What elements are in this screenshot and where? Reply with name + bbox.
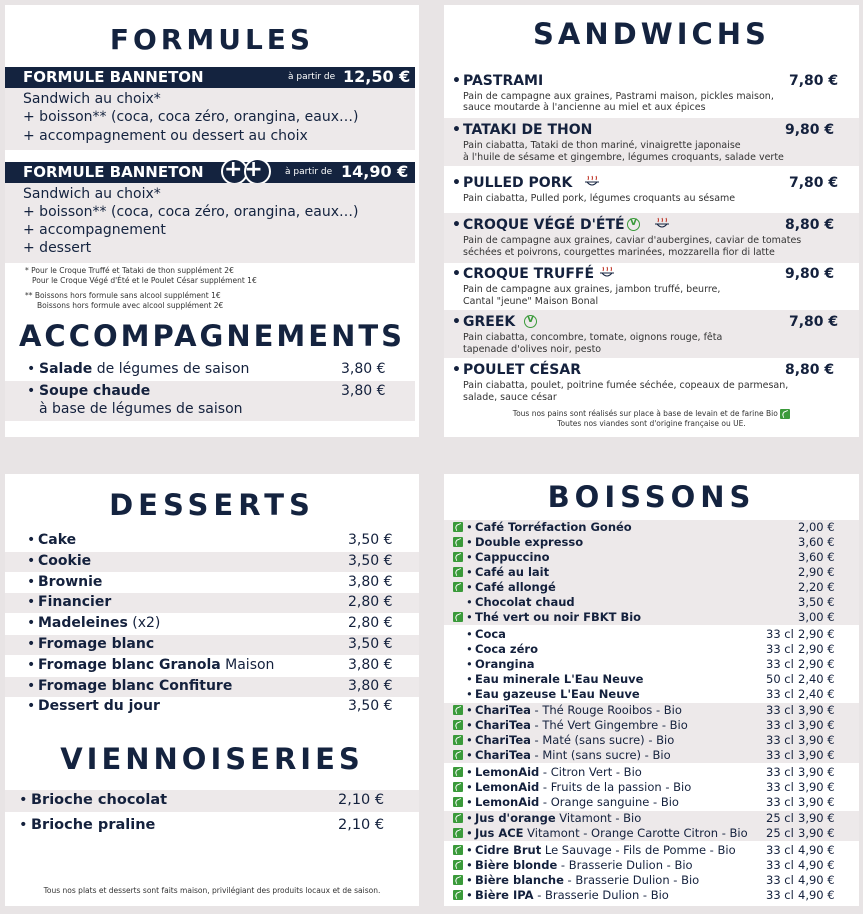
boisson-row: • ChariTea - Mint (sans sucre) - Bio 33 cl 3,90 € xyxy=(444,748,859,763)
boisson-price: 2,40 € xyxy=(798,686,835,701)
boisson-desc: - Citron Vert - Bio xyxy=(539,764,642,779)
boisson-price: 2,90 € xyxy=(798,565,835,579)
boisson-size: 25 cl xyxy=(766,826,794,840)
boisson-desc: - Brasserie Dulion - Bio xyxy=(557,857,693,872)
sandwich-name: PASTRAMI xyxy=(463,73,544,89)
accompagnement-row: • Soupe chaude à base de légumes de saison 3,80 € xyxy=(5,381,415,421)
boisson-row: • Jus ACE Vitamont - Orange Carotte Citron - Bio 25 cl 3,90 € xyxy=(444,826,859,841)
boisson-price: 4,90 € xyxy=(798,887,835,902)
formule-1-price: 12,50 € xyxy=(343,67,411,86)
sandwich-desc: à l'huile de sésame et gingembre, légumes croquants, salade verte xyxy=(463,152,784,163)
boisson-name: Cappuccino xyxy=(475,550,550,564)
formule-2-header xyxy=(5,157,415,183)
formule-1-line: Sandwich au choix* xyxy=(23,91,161,107)
boisson-price: 3,90 € xyxy=(798,718,835,732)
boisson-row: • Café allongé 2,20 € xyxy=(444,580,859,595)
sandwich-item: • GREEK V 7,80 € Pain ciabatta, concombre, tomate, oignons rouge, fêta tapenade d'olives noir, pesto xyxy=(444,310,859,358)
accompagnement-row: • Salade de légumes de saison 3,80 € xyxy=(27,361,386,377)
bio-icon xyxy=(453,720,463,730)
dessert-price: 3,80 € xyxy=(348,677,393,694)
hot-icon xyxy=(653,217,671,229)
boisson-size: 33 cl xyxy=(766,764,794,779)
boisson-size: 33 cl xyxy=(766,794,794,809)
boisson-name: Coca zéro xyxy=(475,641,538,656)
boisson-row: • ChariTea - Maté (sans sucre) - Bio 33 cl 3,90 € xyxy=(444,733,859,748)
boisson-name: ChariTea xyxy=(475,703,531,717)
boisson-row: • Orangina 33 cl 2,90 € xyxy=(444,657,859,672)
accompagnements-title: ACCOMPAGNEMENTS xyxy=(18,319,406,353)
vegetarian-icon xyxy=(524,315,537,328)
sandwich-desc: Pain de campagne aux graines, caviar d'aubergines, caviar de tomates xyxy=(463,235,802,246)
boisson-name: Jus ACE xyxy=(475,826,524,840)
boisson-desc: Vitamont - Bio xyxy=(555,811,642,825)
dessert-name: Brownie xyxy=(38,573,103,590)
sandwich-name: TATAKI DE THON xyxy=(463,122,593,138)
boisson-desc: - Brasserie Dulion - Bio xyxy=(533,887,669,902)
boisson-size: 33 cl xyxy=(766,686,794,701)
sandwich-name: CROQUE VÉGÉ D'ÉTÉ xyxy=(463,217,625,233)
boisson-row: • Bière blonde - Brasserie Dulion - Bio 33 cl 4,90 € xyxy=(444,858,859,873)
sandwich-price: 7,80 € xyxy=(789,73,839,89)
sandwich-item: • PULLED PORK 7,80 € Pain ciabatta, Pulled pork, légumes croquants au sésame xyxy=(452,175,839,204)
sandwich-desc: Pain ciabatta, concombre, tomate, oignons rouge, fêta xyxy=(463,332,723,343)
boisson-name: Café au lait xyxy=(475,565,550,579)
sandwichs-footer: Tous nos pains sont réalisés sur place à base de levain et de farine Bio xyxy=(444,409,859,419)
sandwich-item: • CROQUE TRUFFÉ 9,80 € Pain de campagne aux graines, jambon truffé, beurre, Cantal "jeune" Maison Bonal xyxy=(452,266,835,307)
accompagnement-price: 3,80 € xyxy=(341,383,386,399)
boisson-name: LemonAid xyxy=(475,764,540,779)
boisson-row: • LemonAid - Orange sanguine - Bio 33 cl 3,90 € xyxy=(444,795,859,810)
sandwich-desc: tapenade d'olives noir, pesto xyxy=(463,344,602,355)
sandwich-item: • TATAKI DE THON 9,80 € Pain ciabatta, Tataki de thon mariné, vinaigrette japonaise à l'huile de sésame et gingembre, légumes croquants, salade verte xyxy=(444,118,859,166)
bio-icon xyxy=(453,797,463,807)
boisson-row: • Café au lait 2,90 € xyxy=(444,565,859,580)
boisson-row: • Chocolat chaud 3,50 € xyxy=(444,595,859,610)
dessert-row: • Fromage blanc Granola Maison 3,80 € xyxy=(27,656,393,673)
dessert-price: 2,80 € xyxy=(348,615,393,632)
viennoiserie-name: Brioche chocolat xyxy=(31,792,168,808)
formule-2-price: 14,90 € xyxy=(341,162,409,181)
dessert-row: • Madeleines (x2) 2,80 € xyxy=(27,615,393,632)
bio-icon xyxy=(453,537,463,547)
dessert-row: • Fromage blanc 3,50 € xyxy=(5,635,419,655)
boisson-name: Café Torréfaction Gonéo xyxy=(475,520,632,534)
dessert-price: 3,80 € xyxy=(348,656,393,673)
sandwich-price: 9,80 € xyxy=(785,266,835,282)
formule-note: Pour le Croque Végé d'Été et le Poulet César supplément 1€ xyxy=(32,276,257,285)
sandwich-desc: séchées et poivrons, courgettes marinées, mozzarella fior di latte xyxy=(463,247,775,258)
desserts-panel xyxy=(5,474,419,906)
boisson-size: 33 cl xyxy=(766,887,794,902)
boisson-price: 3,90 € xyxy=(798,826,835,840)
boisson-name: Orangina xyxy=(475,656,535,671)
boisson-size: 50 cl xyxy=(766,671,794,686)
sandwich-desc: Pain ciabatta, poulet, poitrine fumée séchée, copeaux de parmesan, xyxy=(463,380,789,391)
boisson-row: • Café Torréfaction Gonéo 2,00 € xyxy=(444,520,859,535)
boisson-size: 33 cl xyxy=(766,718,794,732)
viennoiserie-price: 2,10 € xyxy=(338,792,385,808)
dessert-name: Cake xyxy=(38,532,77,548)
boisson-price: 3,90 € xyxy=(798,779,835,794)
sandwich-desc: Pain de campagne aux graines, jambon truffé, beurre, xyxy=(463,284,721,295)
dessert-price: 2,80 € xyxy=(348,594,393,611)
boisson-size: 33 cl xyxy=(766,656,794,671)
dessert-name: Fromage blanc Confiture xyxy=(38,677,233,694)
formule-2-line: Sandwich au choix* xyxy=(23,186,161,202)
boisson-name: Cidre Brut xyxy=(475,842,542,857)
boisson-desc: - Fruits de la passion - Bio xyxy=(539,779,692,794)
formule-1-from: à partir de xyxy=(288,72,336,82)
boisson-price: 4,90 € xyxy=(798,842,835,857)
boisson-desc: Vitamont - Orange Carotte Citron - Bio xyxy=(523,826,748,840)
dessert-row: • Cookie 3,50 € xyxy=(5,552,419,572)
viennoiseries-title: VIENNOISERIES xyxy=(60,742,364,776)
bio-icon xyxy=(453,828,463,838)
boisson-desc: - Thé Rouge Rooibos - Bio xyxy=(530,703,682,717)
sandwich-name: PULLED PORK xyxy=(463,175,573,191)
boisson-row: • Eau gazeuse L'Eau Neuve 33 cl 2,40 € xyxy=(444,687,859,702)
boisson-price: 2,90 € xyxy=(798,656,835,671)
bio-icon xyxy=(453,813,463,823)
formule-note: ** Boissons hors formule sans alcool supplément 1€ xyxy=(25,291,221,300)
sandwich-price: 7,80 € xyxy=(789,314,839,330)
sandwich-name: POULET CÉSAR xyxy=(463,362,581,378)
boisson-row: • Double expresso 3,60 € xyxy=(444,535,859,550)
boisson-price: 2,20 € xyxy=(798,580,835,594)
viennoiseries-footer: Tous nos plats et desserts sont faits maison, privilégiant des produits locaux et de saison. xyxy=(43,886,381,895)
sandwichs-footer: Toutes nos viandes sont d'origine française ou UE. xyxy=(557,419,746,428)
dessert-name: Fromage blanc Granola xyxy=(38,656,221,673)
formule-2-body xyxy=(5,183,415,263)
formule-2-line: + dessert xyxy=(23,240,92,256)
boisson-size: 25 cl xyxy=(766,811,794,825)
bio-icon xyxy=(453,875,463,885)
boissons-title: BOISSONS xyxy=(547,480,756,514)
boisson-name: Eau gazeuse L'Eau Neuve xyxy=(475,686,640,701)
boisson-price: 4,90 € xyxy=(798,857,835,872)
bio-icon xyxy=(453,612,463,622)
viennoiserie-row: • Brioche praline 2,10 € xyxy=(19,817,385,833)
boisson-size: 33 cl xyxy=(766,733,794,747)
boisson-row: • Coca zéro 33 cl 2,90 € xyxy=(444,642,859,657)
dessert-row: • Financier 2,80 € xyxy=(5,593,419,613)
boisson-row: • Thé vert ou noir FBKT Bio 3,00 € xyxy=(444,610,859,625)
bio-icon xyxy=(453,582,463,592)
sandwich-desc: Pain ciabatta, Tataki de thon mariné, vinaigrette japonaise xyxy=(463,140,741,151)
boisson-size: 33 cl xyxy=(766,703,794,717)
accompagnement-name: Salade xyxy=(39,361,93,377)
boisson-name: Coca xyxy=(475,626,506,641)
sandwichs-title: SANDWICHS xyxy=(533,17,770,51)
hot-icon xyxy=(583,175,601,187)
bio-icon xyxy=(453,522,463,532)
boisson-price: 3,90 € xyxy=(798,703,835,717)
boisson-name: Bière IPA xyxy=(475,887,534,902)
formule-2-line: + accompagnement xyxy=(23,222,166,238)
boisson-row: • ChariTea - Thé Rouge Rooibos - Bio 33 cl 3,90 € xyxy=(444,703,859,718)
boisson-price: 3,60 € xyxy=(798,535,835,549)
sandwich-desc: Pain de campagne aux graines, Pastrami maison, pickles maison, xyxy=(463,91,774,102)
sandwich-item: • POULET CÉSAR 8,80 € Pain ciabatta, poulet, poitrine fumée séchée, copeaux de parmesan, salade, sauce césar xyxy=(452,362,835,403)
bio-icon xyxy=(453,860,463,870)
formule-note: * Pour le Croque Truffé et Tataki de thon supplément 2€ xyxy=(25,266,234,275)
hot-icon xyxy=(598,266,616,278)
boisson-name: Thé vert ou noir FBKT Bio xyxy=(475,610,642,624)
viennoiserie-name: Brioche praline xyxy=(31,817,156,833)
accompagnement-desc: de légumes de saison xyxy=(92,361,250,377)
formule-2-line: + boisson** (coca, coca zéro, orangina, eaux…) xyxy=(23,204,359,220)
boisson-name: Chocolat chaud xyxy=(475,595,575,609)
boisson-desc: - Maté (sans sucre) - Bio xyxy=(530,733,675,747)
plus-plus-icon: ++ xyxy=(221,156,275,186)
bio-icon xyxy=(453,890,463,900)
boisson-size: 33 cl xyxy=(766,842,794,857)
sandwich-desc: Pain ciabatta, Pulled pork, légumes croquants au sésame xyxy=(463,193,736,204)
formule-1-line: + accompagnement ou dessert au choix xyxy=(23,128,308,144)
boisson-name: LemonAid xyxy=(475,779,540,794)
sandwichs-panel xyxy=(444,5,859,437)
boisson-name: ChariTea xyxy=(475,733,531,747)
boisson-row: • Cidre Brut Le Sauvage - Fils de Pomme - Bio 33 cl 4,90 € xyxy=(444,843,859,858)
dessert-name: Madeleines xyxy=(38,615,128,632)
boisson-size: 33 cl xyxy=(766,748,794,762)
sandwich-price: 8,80 € xyxy=(785,362,835,378)
sandwich-desc: salade, sauce césar xyxy=(463,392,557,403)
dessert-price: 3,50 € xyxy=(348,552,393,569)
vegetarian-icon xyxy=(627,218,640,231)
sandwich-desc: sauce moutarde à l'ancienne au miel et aux épices xyxy=(463,102,706,113)
dessert-price: 3,50 € xyxy=(348,532,393,548)
boisson-row: • Bière IPA - Brasserie Dulion - Bio 33 cl 4,90 € xyxy=(444,888,859,903)
dessert-name: Financier xyxy=(38,594,112,611)
boisson-name: Café allongé xyxy=(475,580,556,594)
boisson-price: 2,00 € xyxy=(798,520,835,534)
formule-2-from: à partir de xyxy=(285,167,333,177)
sandwich-price: 9,80 € xyxy=(785,122,835,138)
boisson-name: ChariTea xyxy=(475,748,531,762)
boisson-price: 2,40 € xyxy=(798,671,835,686)
formules-panel xyxy=(5,5,419,437)
bio-icon xyxy=(453,735,463,745)
boisson-price: 3,90 € xyxy=(798,811,835,825)
bio-icon xyxy=(453,705,463,715)
boisson-desc: - Orange sanguine - Bio xyxy=(539,794,679,809)
sandwich-price: 8,80 € xyxy=(785,217,835,233)
desserts-title: DESSERTS xyxy=(109,488,315,522)
boisson-size: 33 cl xyxy=(766,641,794,656)
boisson-size: 33 cl xyxy=(766,872,794,887)
boisson-name: Jus d'orange xyxy=(475,811,556,825)
sandwich-price: 7,80 € xyxy=(789,175,839,191)
bio-icon xyxy=(780,409,790,419)
accompagnement-price: 3,80 € xyxy=(341,361,386,377)
boisson-name: Double expresso xyxy=(475,535,584,549)
dessert-name: Fromage blanc xyxy=(38,636,155,652)
boisson-name: Eau minerale L'Eau Neuve xyxy=(475,671,644,686)
boisson-desc: Le Sauvage - Fils de Pomme - Bio xyxy=(541,842,736,857)
formule-1-line: + boisson** (coca, coca zéro, orangina, eaux…) xyxy=(23,109,359,125)
boisson-price: 2,90 € xyxy=(798,641,835,656)
accompagnement-name: Soupe chaude xyxy=(39,383,151,399)
sandwich-desc: Cantal "jeune" Maison Bonal xyxy=(463,296,599,307)
dessert-price: 3,50 € xyxy=(348,698,393,715)
boisson-row: • Bière blanche - Brasserie Dulion - Bio 33 cl 4,90 € xyxy=(444,873,859,888)
bio-icon xyxy=(453,567,463,577)
boisson-desc: - Brasserie Dulion - Bio xyxy=(563,872,700,887)
dessert-row: • Fromage blanc Confiture 3,80 € xyxy=(5,677,419,697)
sandwich-item: • PASTRAMI 7,80 € Pain de campagne aux graines, Pastrami maison, pickles maison, sauce moutarde à l'ancienne au miel et aux épices xyxy=(452,73,839,113)
sandwich-name: CROQUE TRUFFÉ xyxy=(463,266,595,282)
viennoiserie-row: • Brioche chocolat 2,10 € xyxy=(5,790,419,812)
formule-1-body xyxy=(5,88,415,150)
boisson-desc: - Thé Vert Gingembre - Bio xyxy=(530,718,688,732)
boisson-price: 3,50 € xyxy=(798,595,835,609)
formule-note: Boissons hors formule avec alcool supplément 2€ xyxy=(37,301,224,310)
boisson-row: • Jus d'orange Vitamont - Bio 25 cl 3,90 € xyxy=(444,811,859,826)
boisson-size: 33 cl xyxy=(766,857,794,872)
dessert-price: 3,50 € xyxy=(348,636,393,652)
boisson-price: 3,90 € xyxy=(798,794,835,809)
boisson-row: • Cappuccino 3,60 € xyxy=(444,550,859,565)
boisson-size: 33 cl xyxy=(766,626,794,641)
dessert-row: • Dessert du jour 3,50 € xyxy=(27,698,393,715)
dessert-extra: Maison xyxy=(220,656,275,673)
formules-title: FORMULES xyxy=(109,23,315,56)
formule-2-name: FORMULE BANNETON xyxy=(23,163,204,181)
formule-1-name: FORMULE BANNETON xyxy=(23,68,204,86)
boisson-row: • Coca 33 cl 2,90 € xyxy=(444,627,859,642)
boisson-size: 33 cl xyxy=(766,779,794,794)
boisson-row: • ChariTea - Thé Vert Gingembre - Bio 33 cl 3,90 € xyxy=(444,718,859,733)
boisson-name: Bière blanche xyxy=(475,872,564,887)
boisson-name: LemonAid xyxy=(475,794,540,809)
sandwich-item: • CROQUE VÉGÉ D'ÉTÉ V 8,80 € Pain de campagne aux graines, caviar d'aubergines, caviar de tomates séchées et poivrons, courgettes marinées, mozzarella fior di latte xyxy=(444,213,859,263)
boisson-price: 3,90 € xyxy=(798,764,835,779)
boisson-row: • LemonAid - Fruits de la passion - Bio 33 cl 3,90 € xyxy=(444,780,859,795)
boisson-price: 3,00 € xyxy=(798,610,835,624)
formule-1-header xyxy=(5,67,415,88)
bio-icon xyxy=(453,767,463,777)
boisson-price: 3,60 € xyxy=(798,550,835,564)
boisson-price: 2,90 € xyxy=(798,626,835,641)
dessert-price: 3,80 € xyxy=(348,573,393,590)
boisson-price: 3,90 € xyxy=(798,748,835,762)
bio-icon xyxy=(453,782,463,792)
accompagnement-sub: à base de légumes de saison xyxy=(39,401,243,417)
sandwich-name: GREEK xyxy=(463,314,516,330)
dessert-row: • Brownie 3,80 € xyxy=(27,573,393,590)
boissons-panel xyxy=(444,474,859,906)
boisson-row: • Eau minerale L'Eau Neuve 50 cl 2,40 € xyxy=(444,672,859,687)
bio-icon xyxy=(453,845,463,855)
dessert-extra: (x2) xyxy=(127,615,161,632)
dessert-name: Cookie xyxy=(38,552,92,569)
boisson-price: 4,90 € xyxy=(798,872,835,887)
dessert-name: Dessert du jour xyxy=(38,698,160,715)
boisson-desc: - Mint (sans sucre) - Bio xyxy=(530,748,671,762)
bio-icon xyxy=(453,750,463,760)
boisson-row: • LemonAid - Citron Vert - Bio 33 cl 3,90 € xyxy=(444,765,859,780)
boisson-price: 3,90 € xyxy=(798,733,835,747)
viennoiserie-price: 2,10 € xyxy=(338,817,385,833)
boisson-name: ChariTea xyxy=(475,718,531,732)
boisson-name: Bière blonde xyxy=(475,857,558,872)
bio-icon xyxy=(453,552,463,562)
dessert-row: • Cake 3,50 € xyxy=(27,532,393,548)
